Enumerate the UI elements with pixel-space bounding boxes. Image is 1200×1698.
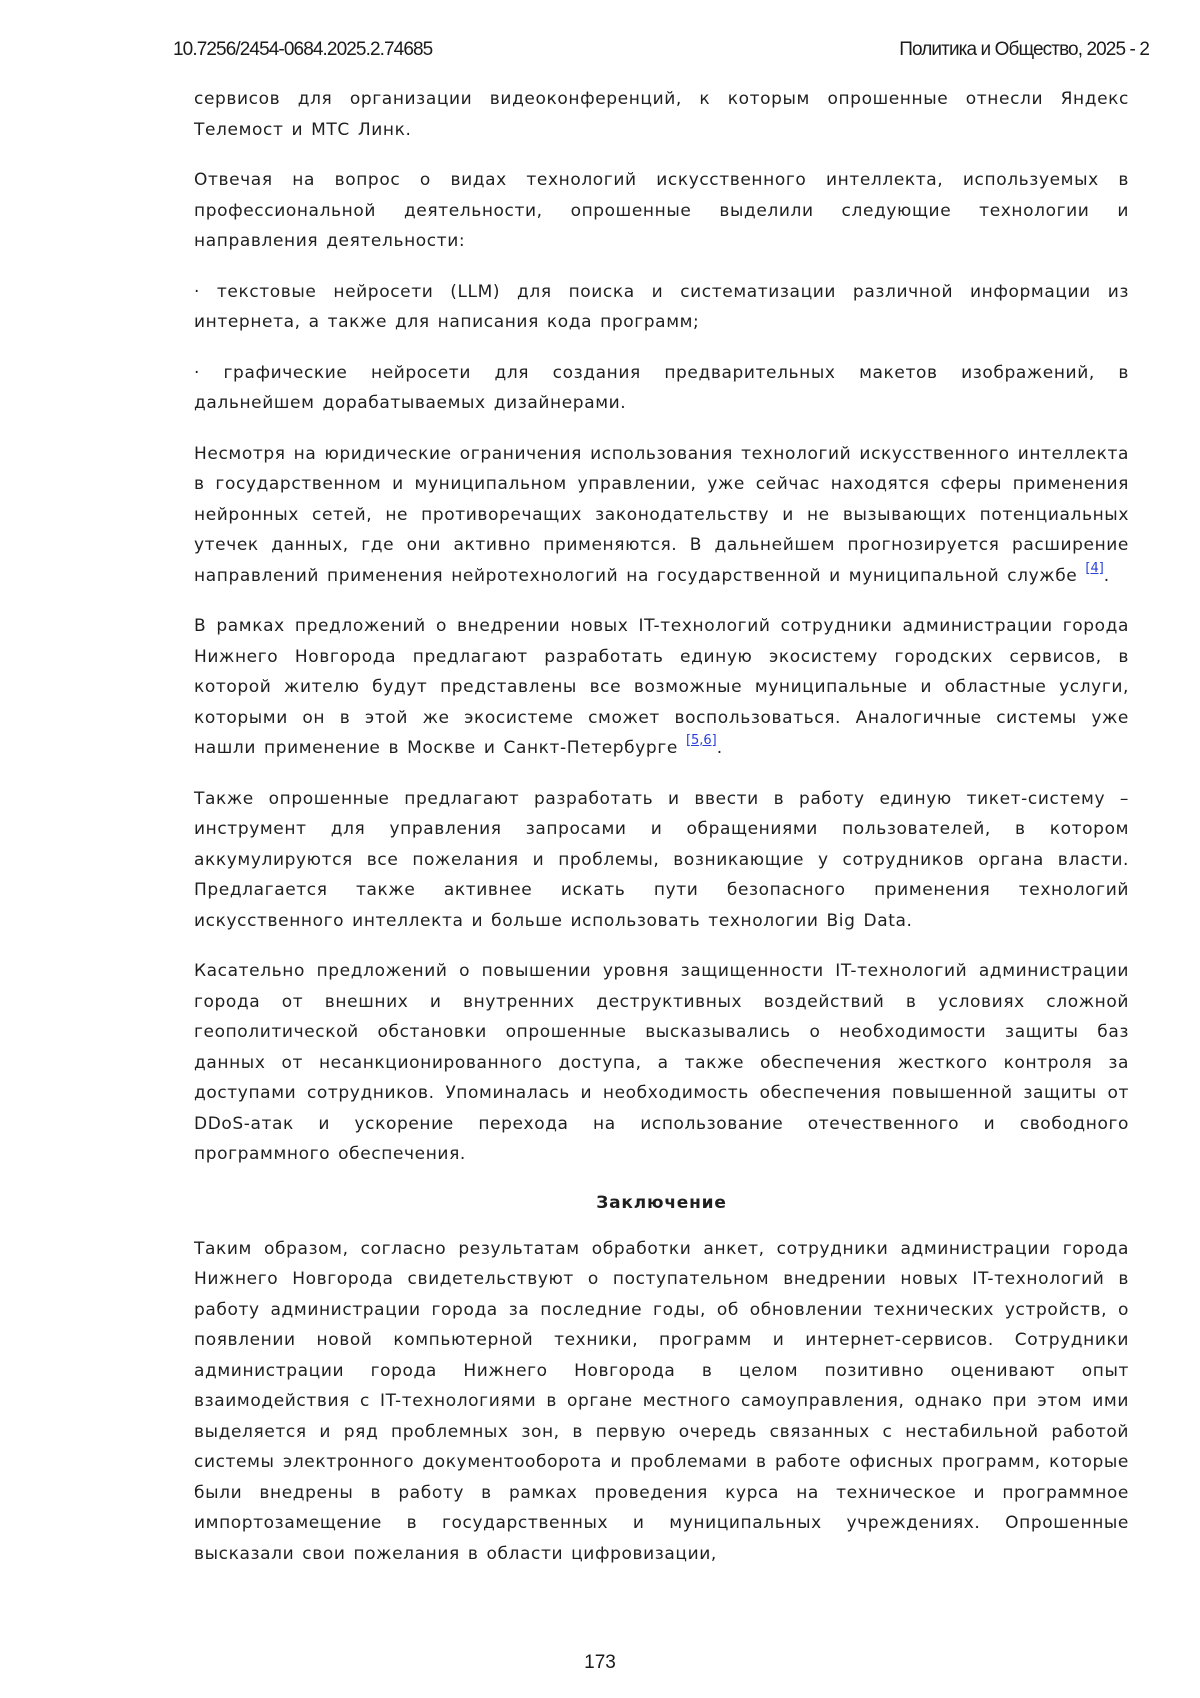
paragraph-end: . [716, 738, 723, 758]
citation-ref [1085, 561, 1103, 576]
citation-link[interactable]: [5,6] [685, 733, 717, 748]
journal-issue-label: Политика и Общество, 2025 - 2 [899, 39, 1149, 60]
paragraph: Касательно предложений о повышении уровня защищенности IT-технологий администрации города от внешних и внутренних деструктивных воздействий в условиях сложной геополитической обстановки опрошенные высказывались о необходимости защиты баз данных от несанкционированного доступа, а также обеспечения жесткого контроля за доступами сотрудников. Упоминалась и необходимость обеспечения повышенной защиты от DDoS-атак и ускорение перехода на использование отечественного и свободного программного обеспечения. [194, 961, 1129, 1164]
paragraph-text: В рамках предложений о внедрении новых IT-технологий сотрудники администрации города Нижнего Новгорода предлагают разработать единую экосистему городских сервисов, в которой жителю будут представлены все возможные муниципальные и областные услуги, которыми он в этой же экосистеме сможет воспользоваться. Аналогичные системы уже нашли применение в Москве и Санкт-Петербурге [194, 616, 1129, 758]
page-number: 173 [584, 1652, 616, 1673]
bullet-item: · текстовые нейросети (LLM) для поиска и систематизации различной информации из интернета, а также для написания кода программ; [194, 281, 1129, 332]
paragraph [194, 439, 1129, 592]
citation-link[interactable]: [4] [1085, 560, 1104, 576]
article-body [194, 84, 1129, 1589]
doi-label: 10.7256/2454-0684.2025.2.74685 [173, 39, 433, 60]
paragraph-text: Несмотря на юридические ограничения использования технологий искусственного интеллекта в государственном и муниципальном управлении, уже сейчас находятся сферы применения нейронных сетей, не противоречащих законодательству и не вызывающих потенциальных утечек данных, где они активно применяются. В дальнейшем прогнозируется расширение направлений применения нейротехнологий на государственной и муниципальной службе [194, 443, 1129, 586]
paragraph: Отвечая на вопрос о видах технологий искусственного интеллекта, используемых в профессиональной деятельности, опрошенные выделили следующие технологии и направления деятельности: [194, 170, 1129, 251]
section-title: Заключение [596, 1192, 727, 1213]
paragraph: Также опрошенные предлагают разработать и ввести в работу единую тикет-систему – инструмент для управления запросами и обращениями пользователей, в котором аккумулируются все пожелания и проблемы, возникающие у сотрудников органа власти. Предлагается также активнее искать пути безопасного применения технологий искусственного интеллекта и больше использовать технологии Big Data. [194, 788, 1129, 931]
paragraph: Таким образом, согласно результатам обработки анкет, сотрудники администрации города Нижнего Новгорода свидетельствуют о поступательном внедрении новых IT-технологий в работу администрации города за последние годы, об обновлении технических устройств, о появлении новой компьютерной техники, программ и интернет-сервисов. Сотрудники администрации города Нижнего Новгорода в целом позитивно оценивают опыт взаимодействия с IT-технологиями в органе местного самоуправления, однако при этом ими выделяется и ряд проблемных зон, в первую очередь связанных с нестабильной работой системы электронного документооборота и проблемами в работе офисных программ, которые были внедрены в работу в рамках проведения курса на техническое и программное импортозамещение в государственных и муниципальных учреждениях. Опрошенные высказали свои пожелания в области цифровизации, [194, 1238, 1129, 1564]
paragraph [194, 611, 1129, 764]
citation-ref [686, 733, 717, 748]
paragraph: сервисов для организации видеоконференций, к которым опрошенные отнесли Яндекс Телемост и МТС Линк. [194, 89, 1129, 140]
page-header [173, 36, 1149, 64]
paragraph-end: . [1103, 565, 1110, 586]
bullet-item: · графические нейросети для создания предварительных макетов изображений, в дальнейшем дорабатываемых дизайнерами. [194, 362, 1129, 413]
